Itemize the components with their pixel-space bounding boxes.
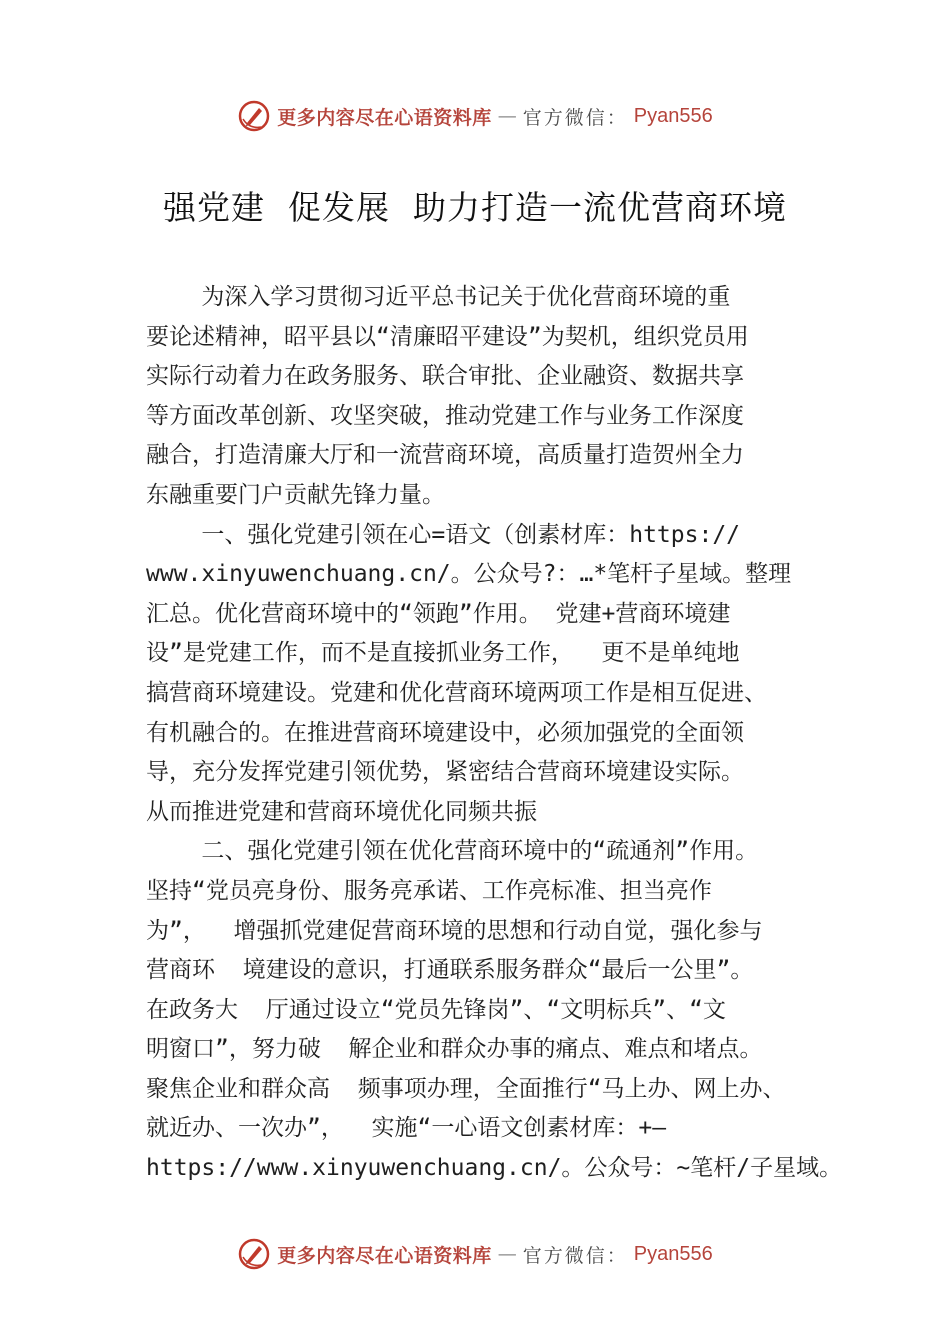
banner-library-name: 更多内容尽在心语资料库 [277,106,492,129]
body-line: www.xinyuwenchuang.cn/。公众号?：…*笔杆子星域。整理 [146,561,792,588]
body-line: 汇总。优化营商环境中的“领跑”作用。 党建+营商环境建 [146,600,731,627]
body-line: 二、强化党建引领在优化营商环境中的“疏通剂”作用。 [146,838,759,865]
banner-wechat-id: Pyan556 [633,1242,713,1265]
page-title: 强党建 促发展 助力打造一流优营商环境 [163,188,787,227]
banner-wechat-id: Pyan556 [633,104,713,127]
brand-logo-icon [237,1237,271,1271]
body-line: 明窗口”，努力破 解企业和群众办事的痛点、难点和堵点。 [146,1036,763,1063]
brand-logo-icon [237,99,271,133]
body-line: 从而推进党建和营商环境优化同频共振 [146,798,537,825]
body-line: 融合，打造清廉大厅和一流营商环境，高质量打造贺州全力 [146,442,744,469]
banner-wechat-label: 官方微信： [522,106,628,129]
document-body [146,278,846,1189]
body-line: 就近办、一次办”， 实施“一心语文创素材库：+— [146,1115,667,1142]
banner-separator: — [497,1243,517,1265]
body-line: 要论述精神，昭平县以“清廉昭平建设”为契机，组织党员用 [146,323,749,350]
body-line: 等方面改革创新、攻坚突破，推动党建工作与业务工作深度 [146,402,744,429]
footer-banner [0,1234,950,1274]
body-line: 营商环 境建设的意识，打通联系服务群众“最后一公里”。 [146,957,754,984]
body-line: 东融重要门户贡献先锋力量。 [146,481,445,508]
body-line: 一、强化党建引领在心=语文（创素材库：https:// [146,521,741,548]
banner-library-name: 更多内容尽在心语资料库 [277,1244,492,1267]
body-line: 导，充分发挥党建引领优势，紧密结合营商环境建设实际。 [146,759,744,786]
body-line: 设”是党建工作，而不是直接抓业务工作， 更不是单纯地 [146,640,740,667]
body-line: 聚焦企业和群众高 频事项办理，全面推行“马上办、网上办、 [146,1075,786,1102]
body-line: 为深入学习贯彻习近平总书记关于优化营商环境的重 [146,284,731,310]
body-line: 搞营商环境建设。党建和优化营商环境两项工作是相互促进、 [146,679,767,706]
body-line: 为”， 增强抓党建促营商环境的思想和行动自觉，强化参与 [146,917,763,944]
banner-wechat-label: 官方微信： [522,1244,628,1267]
banner-separator: — [497,105,517,127]
body-line: 坚持“党员亮身份、服务亮承诺、工作亮标准、担当亮作 [146,877,712,904]
body-line: 在政务大 厅通过设立“党员先锋岗”、“文明标兵”、“文 [146,996,726,1023]
body-line: 实际行动着力在政务服务、联合审批、企业融资、数据共享 [146,363,744,390]
header-banner [0,96,950,136]
body-line: 有机融合的。在推进营商环境建设中，必须加强党的全面领 [146,719,744,746]
body-line: https://www.xinyuwenchuang.cn/。公众号：~笔杆/子星域。 [146,1155,843,1182]
